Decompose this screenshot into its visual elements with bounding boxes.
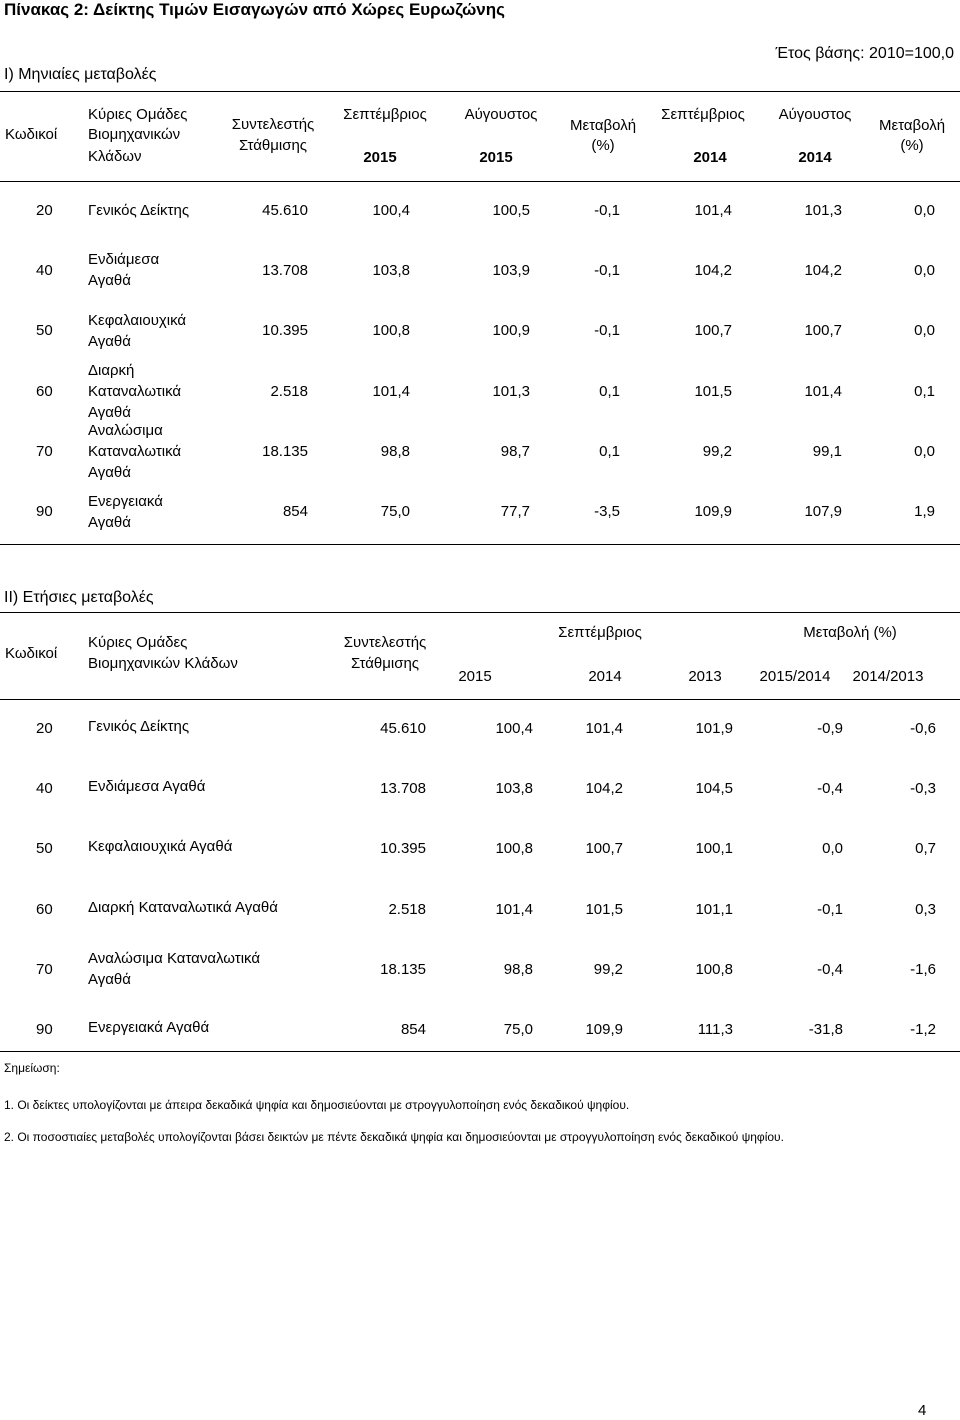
- monthly-header-bottom-rule: [0, 181, 960, 182]
- monthly-header-change2-2: (%): [900, 137, 924, 154]
- monthly-row-50-name-1: Κεφαλαιουχικά: [88, 312, 187, 329]
- annual-header-ch-2014-2013: 2014/2013: [852, 668, 924, 685]
- annual-row-50-2015: 100,8: [495, 840, 533, 857]
- annual-row-60-code: 60: [36, 901, 53, 918]
- annual-row-40-name: Ενδιάμεσα Αγαθά: [88, 778, 206, 795]
- monthly-row-40-aug2014: 104,2: [804, 262, 842, 279]
- monthly-row-90-change2: 1,9: [914, 503, 935, 520]
- monthly-row-50-name-2: Αγαθά: [88, 333, 131, 350]
- annual-row-40-2014: 104,2: [585, 780, 623, 797]
- monthly-row-20-weight: 45.610: [262, 202, 308, 219]
- monthly-row-20-change2: 0,0: [914, 202, 935, 219]
- monthly-row-40-change2: 0,0: [914, 262, 935, 279]
- monthly-row-60-change2: 0,1: [914, 383, 935, 400]
- annual-row-90-weight: 854: [400, 1021, 426, 1038]
- monthly-row-20-change1: -0,1: [594, 202, 620, 219]
- annual-header-weight-1: Συντελεστής: [343, 634, 427, 651]
- annual-row-70-2013: 100,8: [695, 961, 733, 978]
- monthly-header-change1-1: Μεταβολή: [569, 117, 637, 134]
- monthly-row-90-sep2014: 109,9: [694, 503, 732, 520]
- monthly-row-20-aug2014: 101,3: [804, 202, 842, 219]
- monthly-row-90-aug2015: 77,7: [500, 503, 530, 520]
- monthly-row-60-change1: 0,1: [599, 383, 620, 400]
- annual-header-ch-2015-2014: 2015/2014: [759, 668, 831, 685]
- monthly-row-60-aug2015: 101,3: [492, 383, 530, 400]
- monthly-row-70-name-1: Αναλώσιμα: [88, 422, 163, 439]
- annual-section-heading: II) Ετήσιες μεταβολές: [4, 589, 154, 606]
- base-year-label: Έτος βάσης: 2010=100,0: [775, 45, 954, 62]
- annual-row-20-ch-2014-2013: -0,6: [910, 720, 936, 737]
- monthly-row-50-code: 50: [36, 322, 53, 339]
- annual-row-90-2015: 75,0: [503, 1021, 533, 1038]
- annual-row-90-name: Ενεργειακά Αγαθά: [88, 1019, 210, 1036]
- annual-header-top-rule: [0, 612, 960, 613]
- monthly-row-60-aug2014: 101,4: [804, 383, 842, 400]
- monthly-row-60-name-2: Καταναλωτικά: [88, 383, 182, 400]
- monthly-row-70-name-3: Αγαθά: [88, 464, 131, 481]
- monthly-row-20-aug2015: 100,5: [492, 202, 530, 219]
- monthly-row-20-sep2014: 101,4: [694, 202, 732, 219]
- annual-row-20-2014: 101,4: [585, 720, 623, 737]
- annual-row-70-ch-2014-2013: -1,6: [910, 961, 936, 978]
- annual-row-50-2013: 100,1: [695, 840, 733, 857]
- monthly-row-40-weight: 13.708: [262, 262, 308, 279]
- annual-row-20-2015: 100,4: [495, 720, 533, 737]
- monthly-row-70-sep2014: 99,2: [702, 443, 732, 460]
- monthly-row-70-aug2015: 98,7: [500, 443, 530, 460]
- annual-row-60-2014: 101,5: [585, 901, 623, 918]
- monthly-header-sep2015-month: Σεπτέμβριος: [343, 106, 427, 123]
- monthly-row-60-name-3: Αγαθά: [88, 404, 131, 421]
- monthly-row-40-sep2015: 103,8: [372, 262, 410, 279]
- monthly-row-50-aug2014: 100,7: [804, 322, 842, 339]
- monthly-header-change1-2: (%): [591, 137, 615, 154]
- monthly-row-70-name-2: Καταναλωτικά: [88, 443, 182, 460]
- monthly-row-60-code: 60: [36, 383, 53, 400]
- monthly-row-40-aug2015: 103,9: [492, 262, 530, 279]
- monthly-header-aug2015-month: Αύγουστος: [464, 106, 538, 123]
- annual-header-september: Σεπτέμβριος: [558, 624, 642, 641]
- annual-header-change: Μεταβολή (%): [803, 624, 897, 641]
- annual-row-50-2014: 100,7: [585, 840, 623, 857]
- monthly-section-heading: I) Μηνιαίες μεταβολές: [4, 66, 157, 83]
- annual-row-50-name: Κεφαλαιουχικά Αγαθά: [88, 838, 233, 855]
- monthly-row-60-name-1: Διαρκή: [88, 362, 135, 379]
- annual-header-groups-1: Κύριες Ομάδες: [88, 634, 188, 651]
- monthly-table-bottom-rule: [0, 544, 960, 545]
- annual-header-2013: 2013: [688, 668, 722, 685]
- monthly-header-top-rule: [0, 91, 960, 92]
- monthly-row-90-code: 90: [36, 503, 53, 520]
- annual-header-bottom-rule: [0, 699, 960, 700]
- annual-row-60-ch-2014-2013: 0,3: [915, 901, 936, 918]
- monthly-row-20-code: 20: [36, 202, 53, 219]
- annual-row-50-ch-2015-2014: 0,0: [822, 840, 843, 857]
- monthly-row-50-weight: 10.395: [262, 322, 308, 339]
- annual-row-60-2013: 101,1: [695, 901, 733, 918]
- annual-row-90-2014: 109,9: [585, 1021, 623, 1038]
- annual-row-60-2015: 101,4: [495, 901, 533, 918]
- monthly-row-70-change2: 0,0: [914, 443, 935, 460]
- monthly-header-groups-3: Κλάδων: [88, 148, 142, 165]
- page-number: 4: [918, 1402, 927, 1419]
- annual-row-40-weight: 13.708: [380, 780, 426, 797]
- annual-row-60-weight: 2.518: [388, 901, 426, 918]
- monthly-row-20-name: Γενικός Δείκτης: [88, 202, 190, 219]
- note-2: 2. Οι ποσοστιαίες μεταβολές υπολογίζονται βάσει δεικτών με πέντε δεκαδικά ψηφία και δημοσιεύονται με στρογγυλοποίηση ενός δεκαδικού ψηφίου.: [4, 1130, 784, 1144]
- monthly-row-50-sep2015: 100,8: [372, 322, 410, 339]
- annual-row-40-2015: 103,8: [495, 780, 533, 797]
- annual-row-20-name: Γενικός Δείκτης: [88, 718, 190, 735]
- annual-row-50-code: 50: [36, 840, 53, 857]
- annual-table-bottom-rule: [0, 1051, 960, 1052]
- annual-row-90-code: 90: [36, 1021, 53, 1038]
- annual-row-50-ch-2014-2013: 0,7: [915, 840, 936, 857]
- annual-row-70-code: 70: [36, 961, 53, 978]
- note-1: 1. Οι δείκτες υπολογίζονται με άπειρα δεκαδικά ψηφία και δημοσιεύονται με στρογγυλοποίηση ενός δεκαδικού ψηφίου.: [4, 1098, 630, 1112]
- monthly-header-aug2015-year: 2015: [479, 149, 513, 166]
- monthly-row-60-sep2014: 101,5: [694, 383, 732, 400]
- annual-header-weight-2: Στάθμισης: [350, 655, 420, 672]
- monthly-row-90-change1: -3,5: [594, 503, 620, 520]
- monthly-row-70-code: 70: [36, 443, 53, 460]
- monthly-header-groups-2: Βιομηχανικών: [88, 126, 181, 143]
- monthly-row-50-aug2015: 100,9: [492, 322, 530, 339]
- monthly-header-weight-1: Συντελεστής: [231, 116, 315, 133]
- annual-header-2014: 2014: [588, 668, 622, 685]
- monthly-header-weight-2: Στάθμισης: [238, 137, 308, 154]
- annual-row-90-2013: 111,3: [697, 1021, 733, 1038]
- monthly-row-90-name-2: Αγαθά: [88, 514, 131, 531]
- monthly-row-40-code: 40: [36, 262, 53, 279]
- monthly-header-aug2014-month: Αύγουστος: [778, 106, 852, 123]
- annual-row-40-ch-2014-2013: -0,3: [910, 780, 936, 797]
- annual-row-20-ch-2015-2014: -0,9: [817, 720, 843, 737]
- monthly-header-sep2015-year: 2015: [363, 149, 397, 166]
- annual-row-60-name: Διαρκή Καταναλωτικά Αγαθά: [88, 899, 278, 916]
- monthly-row-90-sep2015: 75,0: [380, 503, 410, 520]
- monthly-row-40-sep2014: 104,2: [694, 262, 732, 279]
- monthly-row-60-weight: 2.518: [270, 383, 308, 400]
- annual-row-50-weight: 10.395: [380, 840, 426, 857]
- notes-label: Σημείωση:: [4, 1061, 60, 1075]
- monthly-row-70-change1: 0,1: [599, 443, 620, 460]
- annual-row-90-ch-2014-2013: -1,2: [910, 1021, 936, 1038]
- monthly-row-40-name-2: Αγαθά: [88, 272, 131, 289]
- monthly-header-sep2014-month: Σεπτέμβριος: [661, 106, 745, 123]
- monthly-row-40-change1: -0,1: [594, 262, 620, 279]
- monthly-row-70-sep2015: 98,8: [380, 443, 410, 460]
- annual-row-90-ch-2015-2014: -31,8: [808, 1021, 843, 1038]
- annual-header-groups-2: Βιομηχανικών Κλάδων: [88, 655, 238, 672]
- page-title: Πίνακας 2: Δείκτης Τιμών Εισαγωγών από Χώρες Ευρωζώνης: [4, 0, 505, 19]
- monthly-header-codes: Κωδικοί: [5, 126, 58, 143]
- monthly-row-60-sep2015: 101,4: [372, 383, 410, 400]
- monthly-header-aug2014-year: 2014: [798, 149, 832, 166]
- annual-header-codes: Κωδικοί: [5, 645, 58, 662]
- monthly-row-50-sep2014: 100,7: [694, 322, 732, 339]
- annual-row-20-2013: 101,9: [695, 720, 733, 737]
- monthly-row-90-aug2014: 107,9: [804, 503, 842, 520]
- monthly-header-groups-1: Κύριες Ομάδες: [88, 106, 188, 123]
- annual-row-20-code: 20: [36, 720, 53, 737]
- monthly-row-20-sep2015: 100,4: [372, 202, 410, 219]
- annual-row-20-weight: 45.610: [380, 720, 426, 737]
- annual-row-70-name-2: Αγαθά: [88, 971, 131, 988]
- monthly-row-90-weight: 854: [282, 503, 308, 520]
- annual-row-70-2015: 98,8: [503, 961, 533, 978]
- annual-row-70-name-1: Αναλώσιμα Καταναλωτικά: [88, 950, 261, 967]
- annual-row-70-weight: 18.135: [380, 961, 426, 978]
- monthly-row-50-change2: 0,0: [914, 322, 935, 339]
- monthly-header-sep2014-year: 2014: [693, 149, 727, 166]
- annual-row-40-code: 40: [36, 780, 53, 797]
- monthly-row-70-aug2014: 99,1: [812, 443, 842, 460]
- annual-row-70-ch-2015-2014: -0,4: [817, 961, 843, 978]
- monthly-row-50-change1: -0,1: [594, 322, 620, 339]
- monthly-row-70-weight: 18.135: [262, 443, 308, 460]
- monthly-row-40-name-1: Ενδιάμεσα: [88, 251, 160, 268]
- monthly-header-change2-1: Μεταβολή: [878, 117, 946, 134]
- annual-row-40-2013: 104,5: [695, 780, 733, 797]
- annual-row-60-ch-2015-2014: -0,1: [817, 901, 843, 918]
- annual-row-40-ch-2015-2014: -0,4: [817, 780, 843, 797]
- monthly-row-90-name-1: Ενεργειακά: [88, 493, 163, 510]
- annual-header-2015: 2015: [458, 668, 492, 685]
- annual-row-70-2014: 99,2: [593, 961, 623, 978]
